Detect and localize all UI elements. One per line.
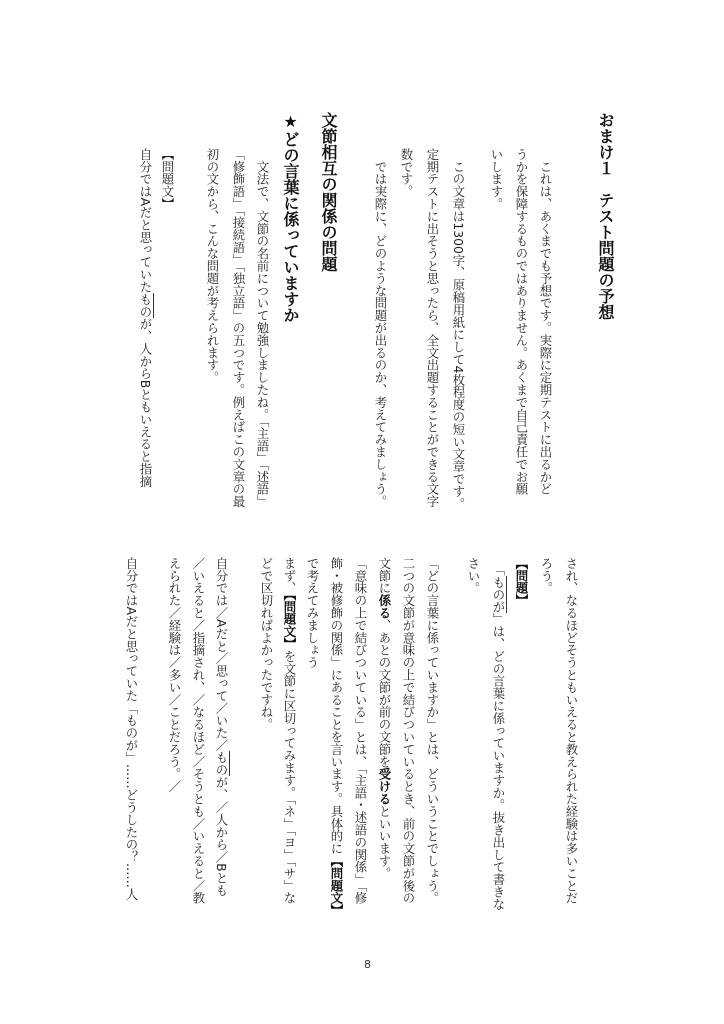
bold-text: 【問題】	[514, 557, 529, 607]
text-segment: ★どの言葉に係っていますか	[281, 112, 300, 323]
text-line	[188, 557, 208, 904]
text-segment: うかを保障するものではありません。あくまで自己責任でお願	[514, 148, 529, 496]
text-line	[302, 557, 322, 669]
page-number: 8	[364, 958, 371, 971]
underlined-text: もの	[214, 751, 229, 777]
text-line	[157, 148, 177, 210]
text-line	[256, 557, 276, 731]
text-segment: 自分ではAだと思っていた	[138, 148, 153, 293]
text-segment: さい。	[466, 557, 481, 595]
text-line	[488, 557, 508, 910]
text-segment: 「どの言葉に係っていますか」とは、どういうことでしょう。	[425, 557, 440, 905]
text-segment: 「修飾語」「接続語」「独立語」の五つです。例えばこの文章の最	[231, 148, 246, 508]
text-line	[396, 148, 416, 198]
text-segment: 」は、どの言葉に係っていますか。抜き出して書きな	[491, 612, 506, 911]
text-segment: され、なるほどそうともいえると教えられた経験は多いことだ	[564, 557, 579, 905]
text-segment: この文章は1300字、原稿用紙にして4枚程度の短い文章です。	[451, 148, 466, 510]
text-line	[422, 557, 442, 904]
text-line	[211, 557, 231, 896]
text-segment: まず、	[282, 557, 297, 595]
bold-text: 係る	[377, 594, 392, 620]
text-segment: おまけ１ テスト問題の予想	[596, 112, 615, 320]
text-segment: 、あとの文節が前の文節を	[377, 619, 392, 768]
text-line	[374, 557, 394, 879]
text-line	[350, 557, 370, 904]
text-line	[398, 557, 418, 904]
text-segment: 【問題文】	[160, 148, 175, 210]
text-line	[228, 148, 248, 508]
text-segment: では実際に、どのような問題が出るのか、考えてみましょう。	[373, 148, 388, 508]
text-line	[252, 148, 272, 508]
bold-text: 【問題文】	[329, 854, 344, 917]
text-segment: ろう。	[539, 557, 554, 595]
text-line	[486, 148, 506, 210]
text-segment: 「	[491, 557, 506, 576]
text-segment: 初の文から、こんな問題が考えられます。	[205, 148, 220, 384]
text-line	[202, 148, 222, 384]
text-line	[422, 148, 442, 508]
text-line	[463, 557, 483, 594]
text-segment: 文節に	[377, 557, 392, 595]
text-segment: 自分ではAだと思っていた「ものが」……どうしたの？……人	[124, 557, 139, 901]
underlined-text: ものが	[491, 575, 506, 613]
text-line	[164, 557, 184, 793]
text-line	[561, 557, 581, 904]
text-segment: 二つの文節が意味の上で結びついているとき、前の文節が後の	[401, 557, 416, 905]
text-segment: ／いえると／指摘され、／なるほど／そうとも／いえると／教	[191, 557, 206, 905]
text-segment: が、／人から／Bとも	[214, 776, 229, 897]
text-line	[326, 557, 346, 917]
underlined-text: もの	[138, 292, 153, 318]
text-line	[448, 148, 468, 510]
text-line	[135, 148, 155, 487]
heading	[279, 112, 301, 323]
text-segment: これは、あくまでも予想です。実際に定期テストに出るかど	[538, 148, 553, 496]
text-line	[535, 148, 555, 495]
text-line	[511, 557, 531, 607]
bold-text: 【問題文】	[282, 594, 297, 651]
text-segment: 自分では／Aだと／思って／いた／	[214, 557, 229, 752]
text-line	[121, 557, 141, 900]
text-segment: といいます。	[377, 805, 392, 880]
text-segment: 定期テストに出そうと思ったら、全文出題することができる文字	[425, 148, 440, 508]
text-segment: いします。	[489, 148, 504, 210]
bold-text: 受ける	[377, 767, 392, 806]
text-segment: が、人からBともいえると指摘	[138, 317, 153, 488]
text-segment: で考えてみましょう	[305, 557, 320, 669]
text-segment: 「意味の上で結びついている」とは、「主語・述語の関係」「修	[353, 557, 368, 905]
text-segment: 文法で、文節の名前について勉強しましたね。「主語」「述語」	[255, 148, 270, 508]
text-segment: 飾・被修飾の関係」にあることを言います。具体的に	[329, 557, 344, 855]
text-line	[536, 557, 556, 594]
text-segment: えられた／経験は／多い／ことだろう。／	[167, 557, 182, 793]
text-segment: 文節相互の関係の問題	[319, 112, 338, 272]
text-line	[370, 148, 390, 508]
heading	[317, 112, 339, 272]
heading	[594, 112, 616, 320]
text-segment: を文節に区切ってみます。「ネ」「ヨ」「サ」な	[282, 650, 297, 905]
text-segment: どで区切ればよかったですね。	[259, 557, 274, 731]
text-line	[511, 148, 531, 495]
text-segment: 数です。	[399, 148, 414, 198]
text-line	[279, 557, 299, 904]
